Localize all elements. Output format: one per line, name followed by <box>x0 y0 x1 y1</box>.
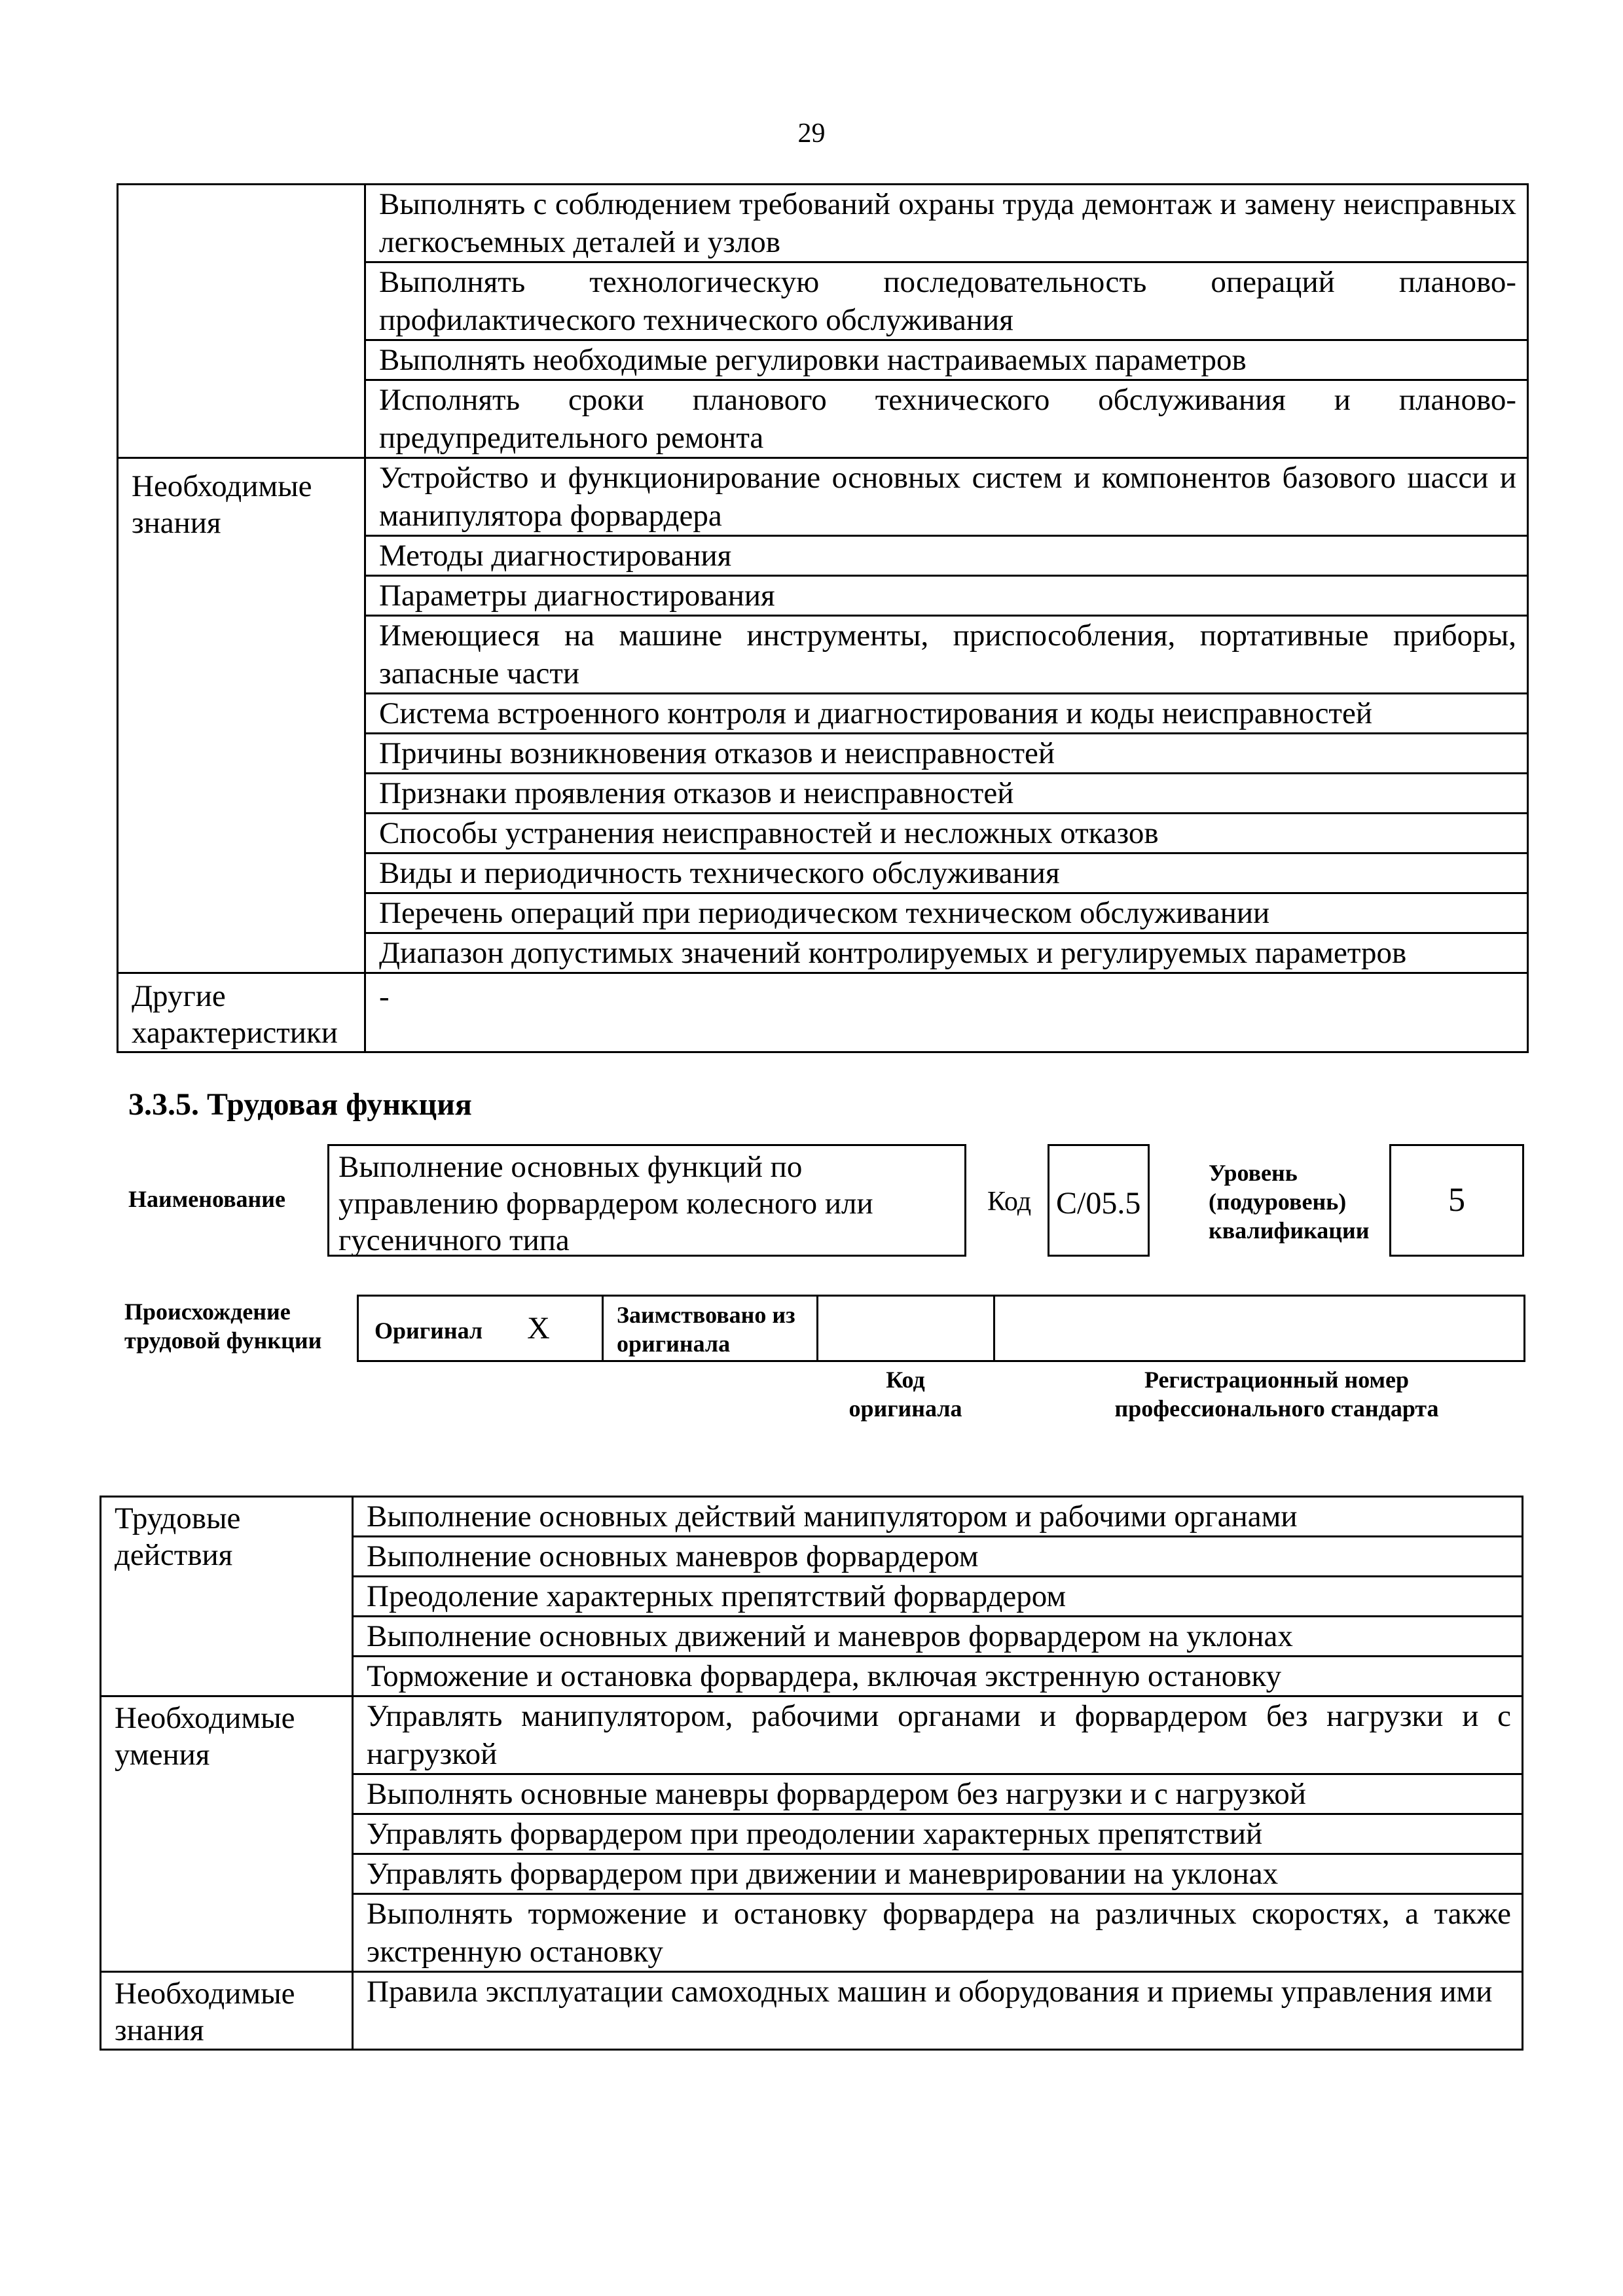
action-item: Торможение и остановка форвардера, включая экстренную остановку <box>353 1657 1523 1696</box>
knowledge-item: Имеющиеся на машине инструменты, приспособления, портативные приборы, запасные части <box>365 616 1528 694</box>
knowledge-item: Правила эксплуатации самоходных машин и оборудования и приемы управления ими <box>353 1972 1523 2050</box>
competency-table-bottom <box>100 1496 1523 2051</box>
action-item: Выполнение основных маневров форвардером <box>353 1537 1523 1577</box>
skill-item: Выполнять технологическую последовательность операций планово-профилактического технического обслуживания <box>365 262 1528 340</box>
registration-caption: Регистрационный номер профессионального стандарта <box>1114 1367 1439 1422</box>
skill-item: Исполнять сроки планового технического обслуживания и планово-предупредительного ремонта <box>365 380 1528 458</box>
original-cell <box>358 1296 603 1361</box>
action-item: Выполнение основных движений и маневров форвардером на уклонах <box>353 1617 1523 1657</box>
skill-item: Управлять форвардером при движении и маневрировании на уклонах <box>353 1854 1523 1894</box>
borrowed-label: Заимствовано из оригинала <box>603 1296 818 1361</box>
level-label: Уровень (подуровень) квалификации <box>1209 1160 1370 1244</box>
original-mark: X <box>527 1311 550 1346</box>
action-item: Преодоление характерных препятствий форвардером <box>353 1577 1523 1617</box>
level-value-box: 5 <box>1389 1144 1524 1257</box>
skill-item: Выполнять основные маневры форвардером без нагрузки и с нагрузкой <box>353 1774 1523 1814</box>
competency-table-top <box>117 183 1529 1053</box>
skill-item: Управлять манипулятором, рабочими органами и форвардером без нагрузки и с нагрузкой <box>353 1696 1523 1774</box>
other-characteristics-value: - <box>365 973 1528 1052</box>
original-label: Оригинал <box>374 1318 483 1344</box>
knowledge-item: Признаки проявления отказов и неисправностей <box>365 774 1528 814</box>
other-characteristics-label: Другие характеристики <box>118 973 365 1052</box>
knowledge-item: Виды и периодичность технического обслуживания <box>365 853 1528 893</box>
actions-label: Трудовые действия <box>101 1497 353 1696</box>
knowledge-label: Необходимые знания <box>118 458 365 973</box>
knowledge-item: Система встроенного контроля и диагностирования и коды неисправностей <box>365 694 1528 734</box>
skills-label: Необходимые умения <box>101 1696 353 1972</box>
function-code-box: C/05.5 <box>1048 1144 1150 1257</box>
origin-table <box>357 1295 1525 1362</box>
knowledge-label-bottom: Необходимые знания <box>101 1972 353 2050</box>
knowledge-item: Параметры диагностирования <box>365 576 1528 616</box>
original-code-cell <box>818 1296 994 1361</box>
knowledge-item: Методы диагностирования <box>365 536 1528 576</box>
original-code-caption: Код оригинала <box>848 1367 962 1422</box>
skill-item: Выполнять с соблюдением требований охраны труда демонтаж и замену неисправных легкосъемных деталей и узлов <box>365 185 1528 262</box>
skill-item: Выполнять необходимые регулировки настраиваемых параметров <box>365 340 1528 380</box>
action-item: Выполнение основных действий манипулятором и рабочими органами <box>353 1497 1523 1537</box>
registration-number-cell <box>994 1296 1525 1361</box>
knowledge-item: Способы устранения неисправностей и несложных отказов <box>365 814 1528 853</box>
name-label: Наименование <box>128 1186 285 1212</box>
skills-label-cell <box>118 185 365 458</box>
function-name-box: Выполнение основных функций по управлению форвардером колесного или гусеничного типа <box>327 1144 966 1257</box>
code-label: Код <box>987 1187 1032 1217</box>
section-heading: 3.3.5. Трудовая функция <box>128 1087 472 1122</box>
knowledge-item: Причины возникновения отказов и неисправностей <box>365 734 1528 774</box>
skill-item: Выполнять торможение и остановку форвардера на различных скоростях, а также экстренную остановку <box>353 1894 1523 1972</box>
page-number: 29 <box>797 118 826 149</box>
knowledge-item: Диапазон допустимых значений контролируемых и регулируемых параметров <box>365 933 1528 973</box>
origin-label: Происхождение трудовой функции <box>124 1299 322 1354</box>
skill-item: Управлять форвардером при преодолении характерных препятствий <box>353 1814 1523 1854</box>
knowledge-item: Устройство и функционирование основных систем и компонентов базового шасси и манипулятора форвардера <box>365 458 1528 536</box>
knowledge-item: Перечень операций при периодическом техническом обслуживании <box>365 893 1528 933</box>
